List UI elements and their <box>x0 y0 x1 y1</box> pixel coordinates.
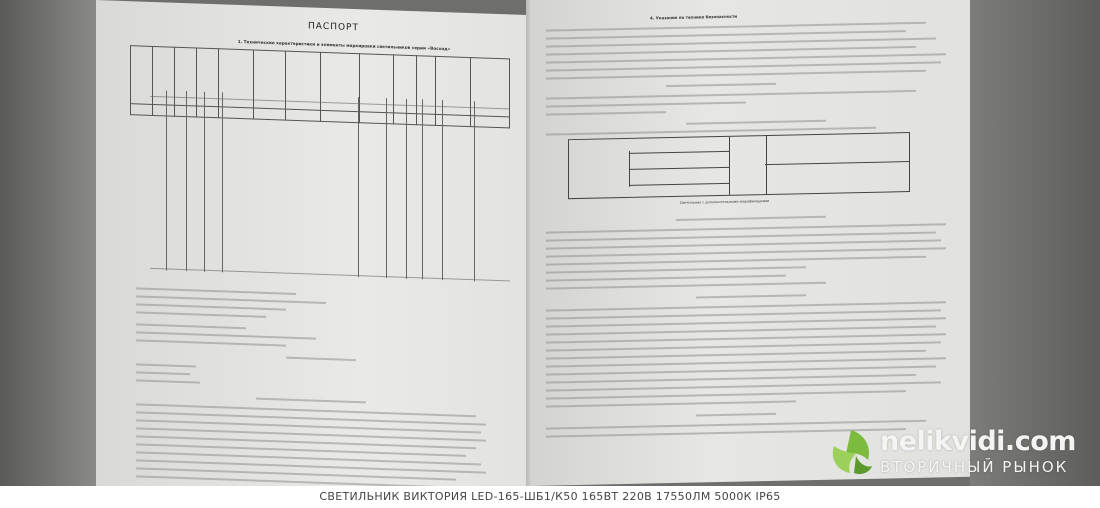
spec-heading: 1. Технические характеристики и элементы маркировки светильников серии «Восход» <box>237 38 451 52</box>
watermark-tagline: ВТОРИЧНЫЙ РЫНОК <box>880 458 1069 476</box>
right-page-text-top <box>546 21 956 30</box>
document-title: ПАСПОРТ <box>308 21 359 34</box>
background-left <box>0 0 96 486</box>
watermark-brand: nelikvidi.com <box>880 426 1076 457</box>
product-caption: СВЕТИЛЬНИК ВИКТОРИЯ LED-165-ШБ1/К50 165ВТ 220В 17550ЛМ 5000К IP65 <box>319 490 781 503</box>
wiring-diagram <box>568 132 910 199</box>
background-right <box>970 0 1100 486</box>
left-page-text <box>136 287 496 300</box>
document-right-page <box>530 0 970 486</box>
diagram-caption: Светильник с дополнительными модификациями <box>680 198 770 205</box>
spec-table-body <box>130 89 510 288</box>
right-page-text-bottom <box>546 213 956 222</box>
document-left-page <box>96 0 538 486</box>
recycle-leaf-icon <box>826 426 876 476</box>
watermark-logo <box>826 424 1086 482</box>
safety-heading: 4. Указания по технике безопасности <box>650 13 738 21</box>
